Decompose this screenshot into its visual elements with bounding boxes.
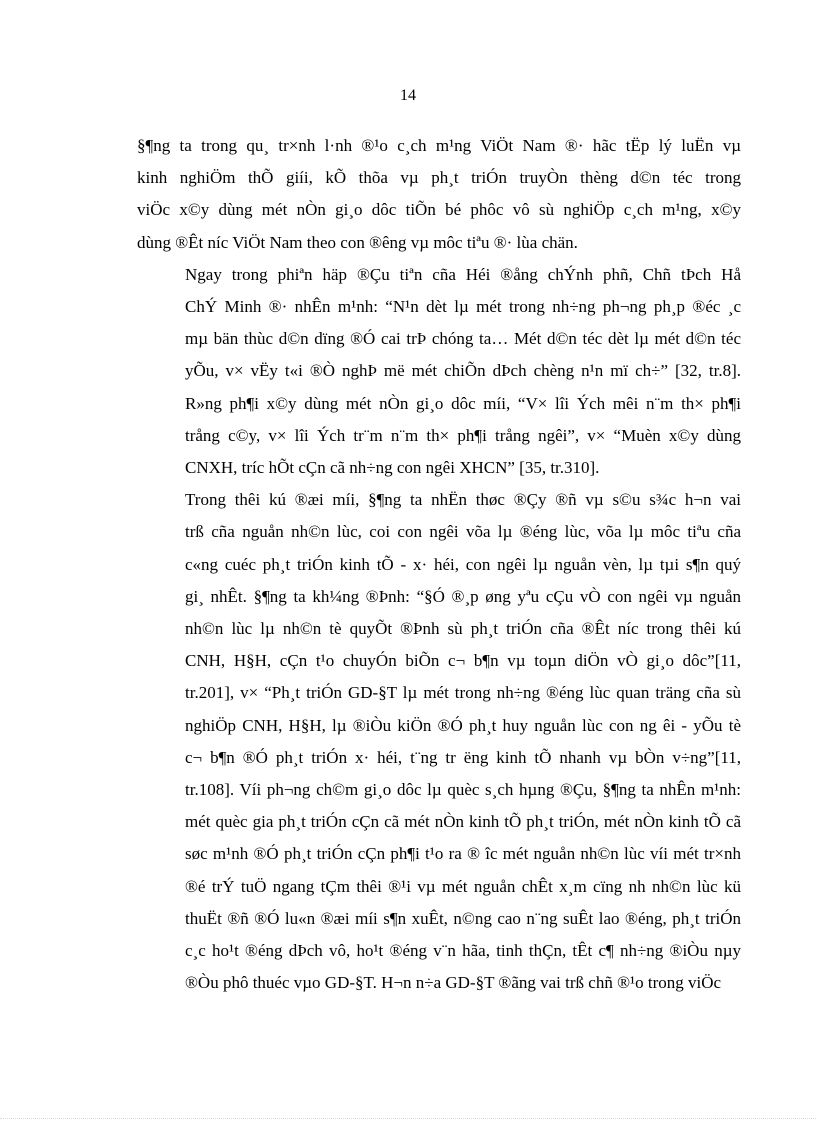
text-line: nh©n lùc lµ nh©n tè quyÕt ®Þnh sù ph¸t triÓn cña ®Êt níc trong thêi kú (185, 619, 741, 639)
page-bottom-border (0, 1118, 816, 1119)
text-line: c«ng cuéc ph¸t triÓn kinh tÕ - x· héi, con ngêi lµ nguån vèn, lµ tµi s¶n quý (185, 554, 741, 574)
text-line: c¸c ho¹t ®éng dÞch vô, ho¹t ®éng v¨n hãa, tinh thÇn, tÊt c¶ nh÷ng ®iÒu nµy (185, 941, 741, 961)
text-line: tr.108]. Víi ph¬ng ch©m gi¸o dôc lµ quèc s¸ch hµng ®Çu, §¶ng ta nhÊn m¹nh: (185, 780, 741, 800)
text-line: viÖc x©y dùng mét nÒn gi¸o dôc tiÕn bé phôc vô sù nghiÖp c¸ch m¹ng, x©y (137, 200, 741, 220)
text-line: mµ bän thùc d©n dïng ®Ó cai trÞ chóng ta… Mét d©n téc dèt lµ mét d©n téc (185, 329, 741, 349)
text-line: Ngay trong phiªn häp ®Çu tiªn cña Héi ®ång chÝnh phñ, Chñ tÞch Hå (185, 264, 741, 284)
text-line: c¬ b¶n ®Ó ph¸t triÓn x· héi, t¨ng tr ëng kinh tÕ nhanh vµ bÒn v÷ng”[11, (185, 747, 741, 767)
text-line: nghiÖp CNH, H§H, lµ ®iÒu kiÖn ®Ó ph¸t huy nguån lùc con ng êi - yÕu tè (185, 715, 741, 735)
paragraph-1 (137, 130, 741, 259)
text-line: CNXH, tríc hÕt cÇn cã nh÷ng con ngêi XHCN” [35, tr.310]. (185, 458, 600, 478)
text-line: trång c©y, v× lîi Ých tr¨m n¨m th× ph¶i trång ngêi”, v× “Muèn x©y dùng (185, 425, 741, 445)
page-number: 14 (400, 87, 416, 104)
paragraph-2 (137, 259, 741, 484)
text-line: ®Òu phô thuéc vµo GD-§T. H¬n n÷a GD-§T ®ãng vai trß chñ ®¹o trong viÖc (185, 973, 722, 993)
text-line: søc m¹nh ®Ó ph¸t triÓn cÇn ph¶i t¹o ra ® îc mét nguån nh©n lùc víi mét tr×nh (185, 844, 741, 864)
text-line: kinh nghiÖm thÕ giíi, kÕ thõa vµ ph¸t triÓn truyÒn thèng d©n téc trong (137, 168, 741, 188)
text-line: ChÝ Minh ®· nhÊn m¹nh: “N¹n dèt lµ mét trong nh÷ng ph¬ng ph¸p ®éc ¸c (185, 297, 741, 317)
paragraph-3 (137, 484, 741, 999)
text-line: Trong thêi kú ®æi míi, §¶ng ta nhËn thøc ®Çy ®ñ vµ s©u s¾c h¬n vai (185, 490, 741, 510)
text-line: §¶ng ta trong qu¸ tr×nh l·nh ®¹o c¸ch m¹ng ViÖt Nam ®· hãc tËp lý luËn vµ (137, 136, 741, 155)
text-line: thuËt ®ñ ®Ó lu«n ®æi míi s¶n xuÊt, n©ng cao n¨ng suÊt lao ®éng, ph¸t triÓn (185, 908, 741, 928)
text-line: yÕu, v× vËy t«i ®Ò nghÞ më mét chiÕn dÞch chèng n¹n mï ch÷” [32, tr.8]. (185, 361, 741, 381)
body-text (137, 130, 741, 999)
text-line: ®é trÝ tuÖ ngang tÇm thêi ®¹i vµ mét nguån chÊt x¸m cïng nh nh©n lùc kü (185, 876, 741, 896)
text-line: mét quèc gia ph¸t triÓn cÇn cã mét nÒn kinh tÕ ph¸t triÓn, mét nÒn kinh tÕ cã (185, 812, 741, 832)
text-line: R»ng ph¶i x©y dùng mét nÒn gi¸o dôc míi, “V× lîi Ých mêi n¨m th× ph¶i (185, 393, 741, 413)
text-line: gi¸ nhÊt. §¶ng ta kh¼ng ®Þnh: “§Ó ®¸p øng yªu cÇu vÒ con ngêi vµ nguån (185, 586, 741, 606)
text-line: CNH, H§H, cÇn t¹o chuyÓn biÕn c¬ b¶n vµ toµn diÖn vÒ gi¸o dôc”[11, (185, 651, 741, 671)
text-line: trß cña nguån nh©n lùc, coi con ngêi võa lµ ®éng lùc, võa lµ môc tiªu cña (185, 522, 741, 542)
text-line: dùng ®Êt níc ViÖt Nam theo con ®êng vµ môc tiªu ®· lùa chän. (137, 232, 578, 252)
text-line: tr.201], v× “Ph¸t triÓn GD-§T lµ mét trong nh÷ng ®éng lùc quan träng cña sù (185, 683, 741, 703)
